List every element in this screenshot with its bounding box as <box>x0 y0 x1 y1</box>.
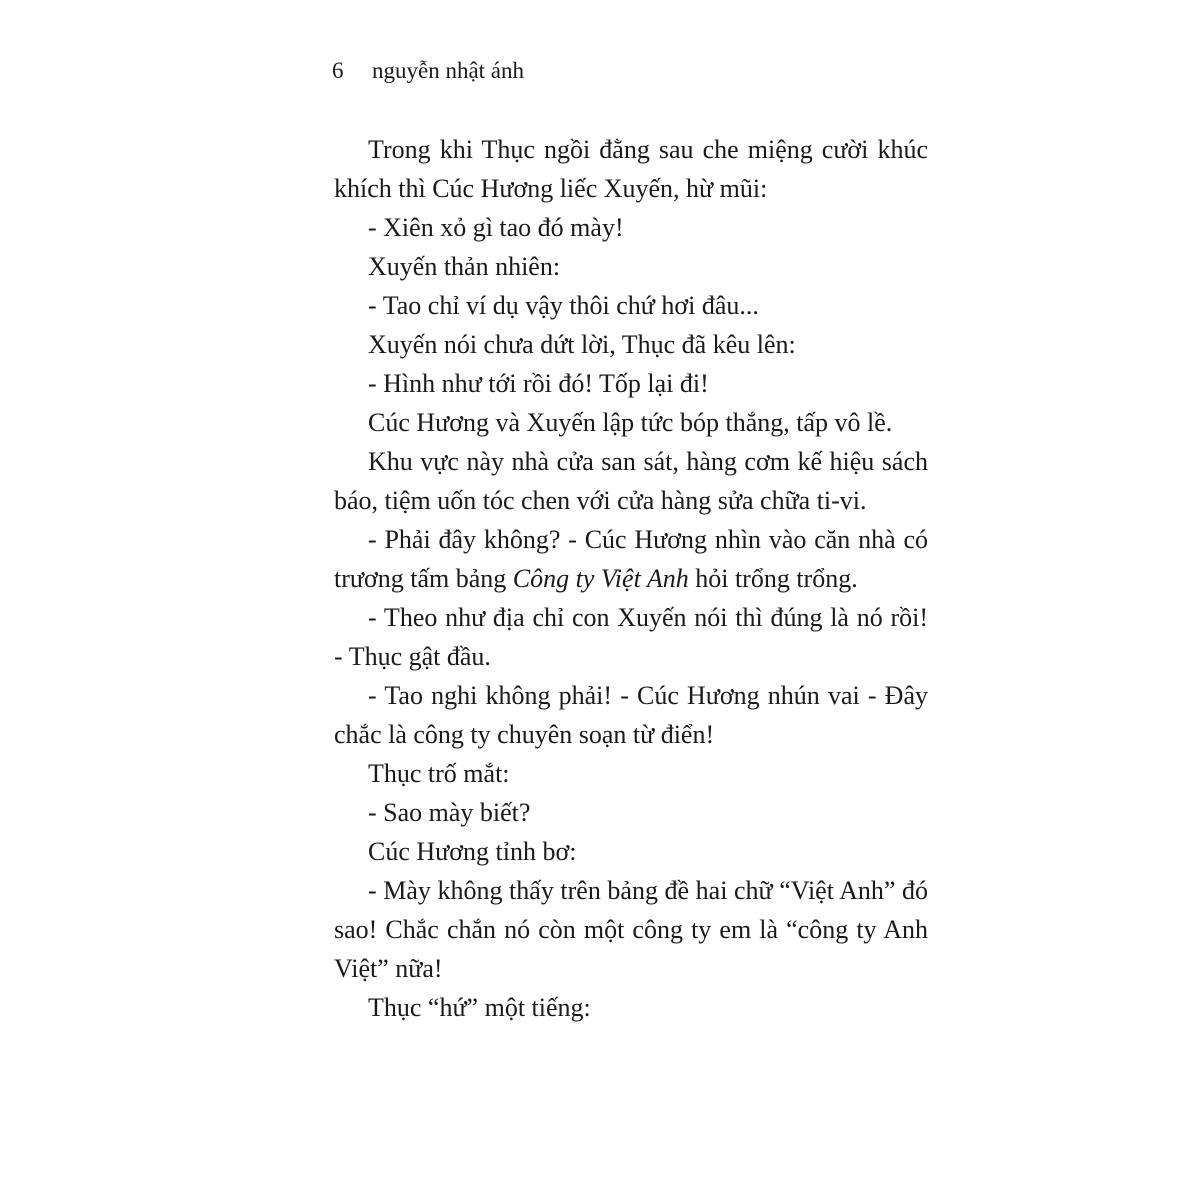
paragraph: Xuyến nói chưa dứt lời, Thục đã kêu lên: <box>368 330 796 359</box>
page-number: 6 <box>332 58 344 83</box>
paragraph: - Theo như địa chỉ con Xuyến nói thì đúng là nó rồi! - Thục gật đầu. <box>334 603 928 671</box>
paragraph: - Xiên xỏ gì tao đó mày! <box>368 213 624 242</box>
paragraph: Thục trố mắt: <box>368 759 510 788</box>
paragraph: - Mày không thấy trên bảng đề hai chữ “Việt Anh” đó sao! Chắc chắn nó còn một công ty em là “công ty Anh Việt” nữa! <box>334 876 928 983</box>
paragraph: Cúc Hương và Xuyến lập tức bóp thắng, tấp vô lề. <box>368 408 893 437</box>
paragraph: - Tao nghi không phải! - Cúc Hương nhún vai - Đây chắc là công ty chuyên soạn từ điển! <box>334 681 928 749</box>
paragraph: Xuyến thản nhiên: <box>368 252 561 281</box>
paragraph-text: hỏi trổng trổng. <box>688 564 858 593</box>
paragraph: Cúc Hương tỉnh bơ: <box>368 837 577 866</box>
paragraph: - Sao mày biết? <box>368 798 531 827</box>
paragraph: Trong khi Thục ngồi đằng sau che miệng cười khúc khích thì Cúc Hương liếc Xuyến, hừ mũi: <box>334 135 928 203</box>
running-header <box>332 56 524 86</box>
paragraph: - Hình như tới rồi đó! Tốp lại đi! <box>368 369 709 398</box>
paragraph-text: - Phải đây không? - Cúc Hương nhìn vào căn nhà có trương tấm bảng <box>334 525 928 593</box>
paragraph <box>334 520 928 598</box>
paragraph: - Tao chỉ ví dụ vậy thôi chứ hơi đâu... <box>368 291 759 320</box>
body-text <box>334 130 928 1027</box>
italic-company-name: Công ty Việt Anh <box>512 564 689 593</box>
paragraph: Khu vực này nhà cửa san sát, hàng cơm kế hiệu sách báo, tiệm uốn tóc chen với cửa hàng sửa chữa ti-vi. <box>334 447 928 515</box>
paragraph: Thục “hứ” một tiếng: <box>368 993 591 1022</box>
running-title: nguyễn nhật ánh <box>372 58 525 83</box>
